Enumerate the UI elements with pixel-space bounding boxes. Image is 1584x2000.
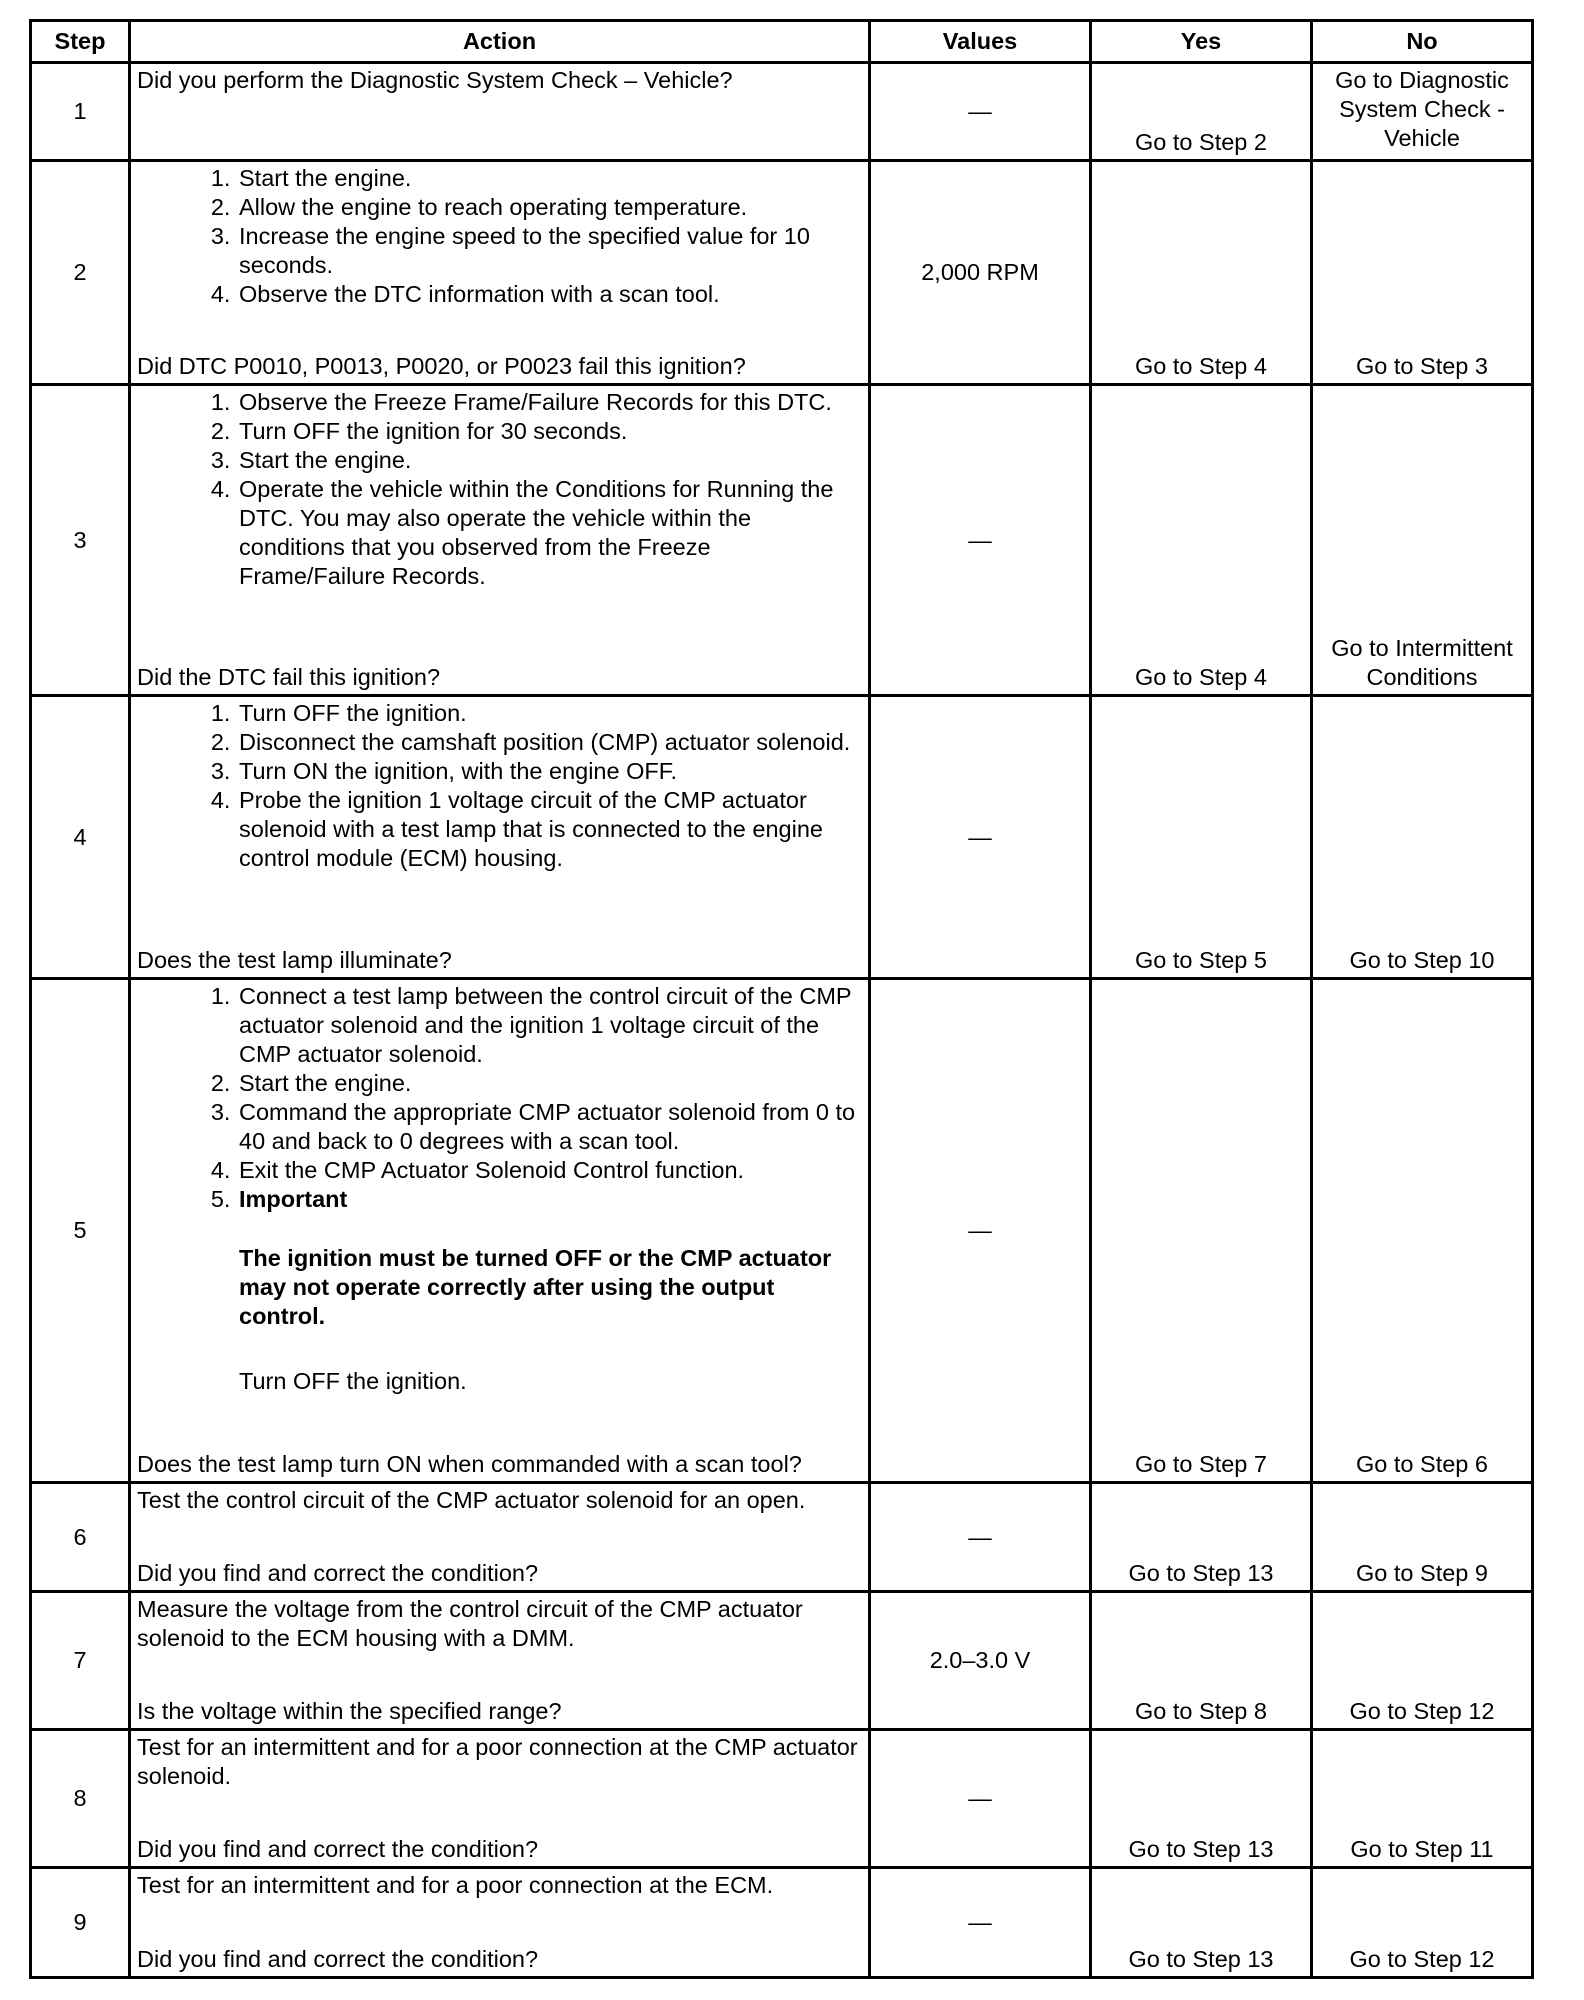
- yes-cell: Go to Step 5: [1091, 696, 1312, 979]
- important-note: The ignition must be turned OFF or the CMP actuator may not operate correctly after using the output control.: [239, 1245, 832, 1329]
- action-text: Did you perform the Diagnostic System Check – Vehicle?: [137, 67, 733, 93]
- table-row: [31, 161, 1533, 385]
- instruction-item: 3. Increase the engine speed to the specified value for 10 seconds.: [237, 222, 860, 280]
- instruction-item: 2. Turn OFF the ignition for 30 seconds.: [237, 417, 860, 446]
- instruction-list: [137, 982, 860, 1396]
- instruction-list: [137, 164, 860, 309]
- table-row: [31, 385, 1533, 696]
- values-cell: —: [870, 63, 1091, 161]
- header-yes: Yes: [1091, 21, 1312, 63]
- step-number: 2: [31, 161, 130, 385]
- step-number: 6: [31, 1483, 130, 1592]
- action-question: Does the test lamp illuminate?: [137, 947, 452, 973]
- instruction-item: 4. Observe the DTC information with a scan tool.: [237, 280, 860, 309]
- instruction-item-important: [237, 1185, 860, 1396]
- action-cell: [130, 1592, 870, 1730]
- no-cell: Go to Diagnostic System Check - Vehicle: [1312, 63, 1533, 161]
- instruction-item: 4. Probe the ignition 1 voltage circuit of the CMP actuator solenoid with a test lamp that is connected to the engine control module (ECM) housing.: [237, 786, 860, 873]
- step-number: 1: [31, 63, 130, 161]
- diagnostic-table: [29, 19, 1534, 1979]
- instruction-item: 1. Connect a test lamp between the control circuit of the CMP actuator solenoid and the ignition 1 voltage circuit of the CMP actuator solenoid.: [237, 982, 860, 1069]
- action-text: Test for an intermittent and for a poor connection at the ECM.: [137, 1872, 774, 1898]
- no-cell: Go to Intermittent Conditions: [1312, 385, 1533, 696]
- action-question: Is the voltage within the specified range?: [137, 1698, 562, 1724]
- action-cell: [130, 63, 870, 161]
- table-row: [31, 1730, 1533, 1868]
- values-cell: —: [870, 385, 1091, 696]
- header-no: No: [1312, 21, 1533, 63]
- instruction-item: 3. Start the engine.: [237, 446, 860, 475]
- step-number: 9: [31, 1868, 130, 1978]
- table-row: [31, 1592, 1533, 1730]
- no-cell: Go to Step 11: [1312, 1730, 1533, 1868]
- action-cell: [130, 161, 870, 385]
- values-cell: 2,000 RPM: [870, 161, 1091, 385]
- instruction-list: [137, 388, 860, 591]
- no-cell: Go to Step 10: [1312, 696, 1533, 979]
- table-row: [31, 979, 1533, 1483]
- no-cell: Go to Step 9: [1312, 1483, 1533, 1592]
- values-cell: —: [870, 1730, 1091, 1868]
- step-number: 7: [31, 1592, 130, 1730]
- instruction-item: 4. Operate the vehicle within the Conditions for Running the DTC. You may also operate the vehicle within the conditions that you observed from the Freeze Frame/Failure Records.: [237, 475, 860, 591]
- action-cell: [130, 696, 870, 979]
- instruction-item: 4. Exit the CMP Actuator Solenoid Control function.: [237, 1156, 860, 1185]
- action-question: Did you find and correct the condition?: [137, 1946, 539, 1972]
- action-question: Did you find and correct the condition?: [137, 1836, 539, 1862]
- header-row: [31, 21, 1533, 63]
- yes-cell: Go to Step 13: [1091, 1868, 1312, 1978]
- action-question: Does the test lamp turn ON when commanded with a scan tool?: [137, 1451, 802, 1477]
- step-number: 8: [31, 1730, 130, 1868]
- action-text: Measure the voltage from the control circuit of the CMP actuator solenoid to the ECM housing with a DMM.: [137, 1596, 803, 1651]
- action-cell: [130, 1730, 870, 1868]
- values-cell: —: [870, 696, 1091, 979]
- instruction-item: 3. Turn ON the ignition, with the engine OFF.: [237, 757, 860, 786]
- action-cell: [130, 385, 870, 696]
- step-number: 4: [31, 696, 130, 979]
- table-row: [31, 1483, 1533, 1592]
- important-label: 5. Important: [239, 1186, 348, 1212]
- instruction-item: 3. Command the appropriate CMP actuator solenoid from 0 to 40 and back to 0 degrees with a scan tool.: [237, 1098, 860, 1156]
- step-number: 5: [31, 979, 130, 1483]
- yes-cell: Go to Step 8: [1091, 1592, 1312, 1730]
- no-cell: Go to Step 6: [1312, 979, 1533, 1483]
- yes-cell: Go to Step 2: [1091, 63, 1312, 161]
- action-question: Did DTC P0010, P0013, P0020, or P0023 fail this ignition?: [137, 353, 746, 379]
- yes-cell: Go to Step 4: [1091, 161, 1312, 385]
- action-cell: [130, 1483, 870, 1592]
- values-cell: —: [870, 979, 1091, 1483]
- important-after: Turn OFF the ignition.: [239, 1368, 467, 1394]
- table-row: [31, 63, 1533, 161]
- header-values: Values: [870, 21, 1091, 63]
- instruction-item: 1. Turn OFF the ignition.: [237, 699, 860, 728]
- values-cell: —: [870, 1483, 1091, 1592]
- header-action: Action: [130, 21, 870, 63]
- yes-cell: Go to Step 7: [1091, 979, 1312, 1483]
- instruction-list: [137, 699, 860, 873]
- instruction-item: 1. Observe the Freeze Frame/Failure Records for this DTC.: [237, 388, 860, 417]
- no-cell: Go to Step 12: [1312, 1868, 1533, 1978]
- yes-cell: Go to Step 13: [1091, 1483, 1312, 1592]
- values-cell: —: [870, 1868, 1091, 1978]
- instruction-item: 2. Allow the engine to reach operating temperature.: [237, 193, 860, 222]
- instruction-item: 2. Disconnect the camshaft position (CMP) actuator solenoid.: [237, 728, 860, 757]
- action-text: Test for an intermittent and for a poor connection at the CMP actuator solenoid.: [137, 1734, 858, 1789]
- table-row: [31, 696, 1533, 979]
- instruction-item: 1. Start the engine.: [237, 164, 860, 193]
- no-cell: Go to Step 3: [1312, 161, 1533, 385]
- instruction-item: 2. Start the engine.: [237, 1069, 860, 1098]
- header-step: Step: [31, 21, 130, 63]
- action-question: Did you find and correct the condition?: [137, 1560, 539, 1586]
- step-number: 3: [31, 385, 130, 696]
- no-cell: Go to Step 12: [1312, 1592, 1533, 1730]
- action-question: Did the DTC fail this ignition?: [137, 664, 441, 690]
- action-cell: [130, 1868, 870, 1978]
- action-cell: [130, 979, 870, 1483]
- values-cell: 2.0–3.0 V: [870, 1592, 1091, 1730]
- table-row: [31, 1868, 1533, 1978]
- yes-cell: Go to Step 13: [1091, 1730, 1312, 1868]
- yes-cell: Go to Step 4: [1091, 385, 1312, 696]
- action-text: Test the control circuit of the CMP actuator solenoid for an open.: [137, 1487, 806, 1513]
